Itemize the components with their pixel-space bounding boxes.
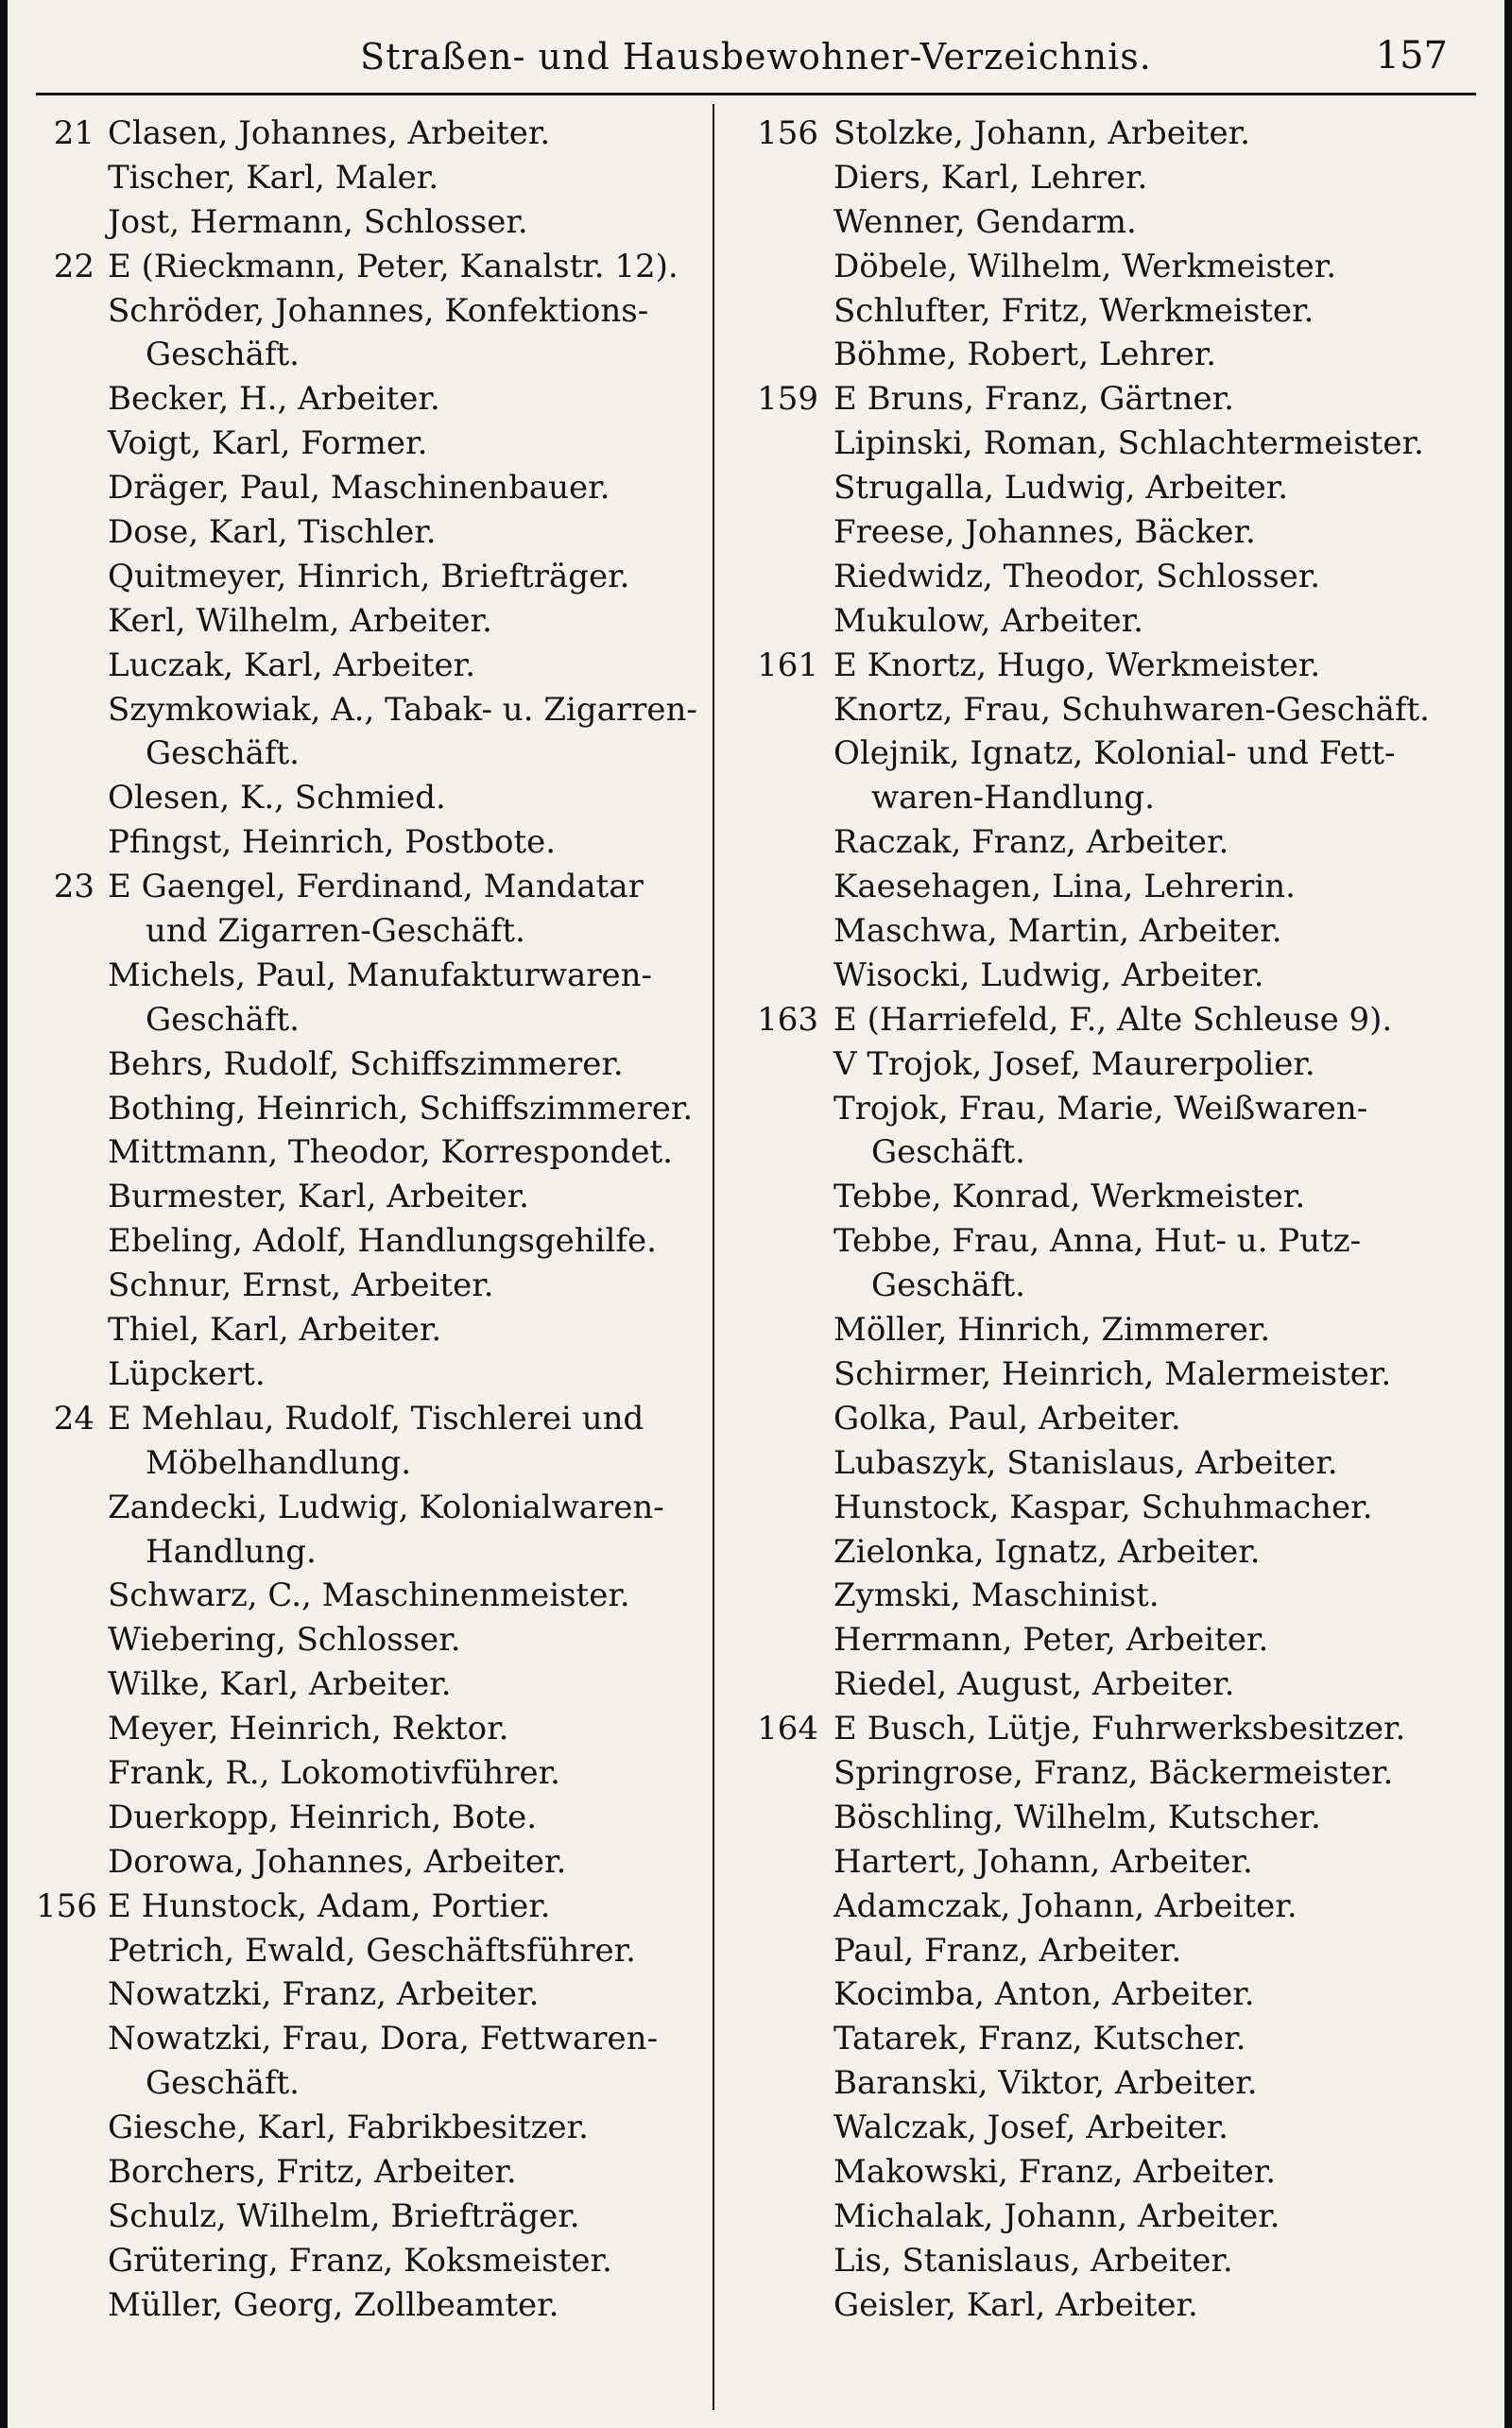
directory-entry [726, 1130, 1482, 1175]
directory-page [8, 0, 1504, 2428]
resident-text: Kocimba, Anton, Arbeiter. [833, 1975, 1255, 2014]
resident-text: Möller, Hinrich, Zimmerer. [833, 1311, 1271, 1350]
resident-text: Böschling, Wilhelm, Kutscher. [833, 1798, 1321, 1836]
resident-text: Petrich, Ewald, Geschäftsführer. [108, 1931, 636, 1970]
resident-text: Schröder, Johannes, Konfektions- [108, 291, 649, 330]
directory-entry [726, 1574, 1482, 1618]
directory-entry [36, 1441, 697, 1486]
directory-entry [726, 1662, 1482, 1707]
directory-entry [726, 998, 1482, 1042]
directory-entry [726, 1929, 1482, 1973]
resident-text: Michalak, Johann, Arbeiter. [833, 2196, 1280, 2235]
directory-entry [726, 954, 1482, 998]
resident-text: Paul, Franz, Arbeiter. [833, 1931, 1182, 1970]
directory-entry [726, 644, 1482, 688]
house-number: 159 [757, 380, 818, 419]
directory-entry [36, 289, 697, 334]
resident-text: Schirmer, Heinrich, Malermeister. [833, 1354, 1392, 1393]
directory-entry [36, 200, 697, 245]
resident-text: Szymkowiak, A., Tabak- u. Zigarren- [108, 690, 697, 729]
directory-entry [36, 1840, 697, 1885]
directory-entry [726, 1042, 1482, 1087]
directory-entry [36, 1397, 697, 1441]
directory-entry [726, 1972, 1482, 2017]
directory-entry [36, 954, 697, 998]
directory-entry [36, 644, 697, 688]
resident-text: Kaesehagen, Lina, Lehrerin. [833, 868, 1296, 906]
resident-text: Raczak, Franz, Arbeiter. [833, 823, 1229, 862]
resident-text: Becker, H., Arbeiter. [108, 380, 440, 419]
directory-entry [36, 1530, 697, 1575]
resident-text: Grütering, Franz, Koksmeister. [108, 2241, 612, 2280]
resident-text: Frank, R., Lokomotivführer. [108, 1753, 560, 1792]
directory-entry [726, 1352, 1482, 1397]
resident-text: Geschäft. [146, 734, 300, 773]
directory-entry [36, 2195, 697, 2239]
directory-entry [36, 1929, 697, 1973]
directory-entry [726, 2239, 1482, 2283]
resident-text: Lis, Stanislaus, Arbeiter. [833, 2241, 1233, 2280]
resident-text: Riedel, August, Arbeiter. [833, 1665, 1235, 1704]
directory-entry [726, 1397, 1482, 1441]
directory-entry [36, 1618, 697, 1662]
resident-text: Borchers, Fritz, Arbeiter. [108, 2152, 517, 2191]
house-number: 21 [53, 114, 94, 152]
resident-text: E Hunstock, Adam, Portier. [108, 1886, 551, 1925]
directory-entry [36, 998, 697, 1042]
resident-text: Zielonka, Ignatz, Arbeiter. [833, 1532, 1261, 1571]
resident-text: Olesen, K., Schmied. [108, 779, 446, 818]
resident-text: Tatarek, Franz, Kutscher. [833, 2020, 1246, 2058]
directory-entry [726, 333, 1482, 377]
directory-entry [726, 156, 1482, 200]
resident-text: E Knortz, Hugo, Werkmeister. [833, 646, 1321, 684]
resident-text: Böhme, Robert, Lehrer. [833, 336, 1217, 374]
resident-text: Dorowa, Johannes, Arbeiter. [108, 1842, 567, 1881]
directory-entry [726, 510, 1482, 555]
resident-text: Jost, Hermann, Schlosser. [108, 202, 528, 241]
resident-text: Bothing, Heinrich, Schiffszimmerer. [108, 1089, 694, 1128]
house-number: 164 [757, 1710, 818, 1748]
resident-text: Strugalla, Ludwig, Arbeiter. [833, 469, 1289, 508]
resident-text: Geschäft. [871, 1266, 1025, 1305]
directory-entry [726, 688, 1482, 732]
resident-text: Geschäft. [146, 336, 300, 374]
resident-text: Müller, Georg, Zollbeamter. [108, 2285, 559, 2324]
directory-entry [36, 1219, 697, 1264]
directory-entry [726, 200, 1482, 245]
house-number: 23 [53, 868, 94, 906]
resident-text: Luczak, Karl, Arbeiter. [108, 646, 476, 684]
resident-text: Riedwidz, Theodor, Schlosser. [833, 557, 1321, 595]
resident-text: Schnur, Ernst, Arbeiter. [108, 1266, 494, 1305]
resident-text: E Bruns, Franz, Gärtner. [833, 380, 1234, 419]
directory-entry [726, 2283, 1482, 2328]
directory-entry [36, 1087, 697, 1131]
right-column [726, 112, 1482, 2328]
directory-entry [726, 1840, 1482, 1885]
resident-text: Geschäft. [871, 1133, 1025, 1172]
directory-entry [36, 466, 697, 510]
directory-entry [36, 2239, 697, 2283]
directory-entry [726, 1087, 1482, 1131]
directory-entry [726, 2017, 1482, 2061]
directory-entry [726, 1219, 1482, 1264]
resident-text: Burmester, Karl, Arbeiter. [108, 1178, 529, 1216]
resident-text: Handlung. [146, 1532, 317, 1571]
resident-text: Wilke, Karl, Arbeiter. [108, 1665, 452, 1704]
directory-entry [36, 776, 697, 820]
directory-entry [36, 1751, 697, 1796]
resident-text: Hunstock, Kaspar, Schuhmacher. [833, 1488, 1373, 1526]
resident-text: Zandecki, Ludwig, Kolonialwaren- [108, 1488, 664, 1526]
directory-entry [726, 2195, 1482, 2239]
directory-entry [36, 1574, 697, 1618]
resident-text: Freese, Johannes, Bäcker. [833, 513, 1256, 552]
directory-entry [36, 422, 697, 466]
resident-text: Hartert, Johann, Arbeiter. [833, 1842, 1253, 1881]
house-number: 156 [757, 114, 818, 152]
directory-entry [726, 1264, 1482, 1308]
directory-entry [726, 466, 1482, 510]
resident-text: Schlufter, Fritz, Werkmeister. [833, 291, 1314, 330]
resident-text: E (Harriefeld, F., Alte Schleuse 9). [833, 1000, 1393, 1039]
directory-entry [726, 1441, 1482, 1486]
directory-entry [726, 112, 1482, 156]
resident-text: Wiebering, Schlosser. [108, 1621, 461, 1660]
directory-entry [36, 555, 697, 599]
directory-entry [726, 2106, 1482, 2150]
resident-text: Kerl, Wilhelm, Arbeiter. [108, 601, 492, 640]
directory-entry [726, 1308, 1482, 1352]
resident-text: Tebbe, Konrad, Werkmeister. [833, 1178, 1306, 1216]
directory-entry [726, 820, 1482, 865]
resident-text: Nowatzki, Franz, Arbeiter. [108, 1975, 540, 2014]
running-title: Straßen- und Hausbewohner-Verzeichnis. [360, 36, 1152, 77]
resident-text: Behrs, Rudolf, Schiffszimmerer. [108, 1044, 624, 1083]
resident-text: Lüpckert. [108, 1354, 266, 1393]
resident-text: Golka, Paul, Arbeiter. [833, 1399, 1181, 1438]
page-number: 157 [1375, 34, 1448, 77]
resident-text: E Busch, Lütje, Fuhrwerksbesitzer. [833, 1710, 1406, 1748]
resident-text: Schulz, Wilhelm, Briefträger. [108, 2196, 580, 2235]
directory-entry [726, 1796, 1482, 1840]
resident-text: Mittmann, Theodor, Korrespondet. [108, 1133, 673, 1172]
resident-text: Thiel, Karl, Arbeiter. [108, 1311, 442, 1350]
directory-entry [726, 377, 1482, 422]
directory-entry [36, 865, 697, 909]
resident-text: Meyer, Heinrich, Rektor. [108, 1710, 509, 1748]
resident-text: Zymski, Maschinist. [833, 1576, 1160, 1615]
directory-entry [726, 1885, 1482, 1929]
resident-text: waren-Handlung. [871, 779, 1155, 818]
resident-text: Tebbe, Frau, Anna, Hut- u. Putz- [833, 1222, 1362, 1261]
resident-text: Herrmann, Peter, Arbeiter. [833, 1621, 1269, 1660]
directory-entry [726, 865, 1482, 909]
directory-entry [36, 1662, 697, 1707]
directory-entry [726, 2061, 1482, 2106]
resident-text: Quitmeyer, Hinrich, Briefträger. [108, 557, 630, 595]
resident-text: und Zigarren-Geschäft. [146, 912, 525, 951]
directory-entry [726, 2150, 1482, 2195]
directory-entry [36, 1308, 697, 1352]
directory-entry [726, 1530, 1482, 1575]
resident-text: Mukulow, Arbeiter. [833, 601, 1143, 640]
directory-entry [36, 156, 697, 200]
directory-entry [726, 289, 1482, 334]
directory-entry [726, 1707, 1482, 1751]
left-column [36, 112, 697, 2328]
directory-entry [726, 1486, 1482, 1530]
directory-entry [726, 599, 1482, 644]
house-number: 24 [53, 1399, 94, 1438]
resident-text: Walczak, Josef, Arbeiter. [833, 2109, 1228, 2147]
resident-text: Tischer, Karl, Maler. [108, 158, 439, 197]
resident-text: Nowatzki, Frau, Dora, Fettwaren- [108, 2020, 659, 2058]
directory-entry [36, 1796, 697, 1840]
resident-text: Stolzke, Johann, Arbeiter. [833, 114, 1250, 152]
directory-entry [36, 245, 697, 289]
directory-entry [726, 776, 1482, 820]
directory-entry [36, 1130, 697, 1175]
header-rule [36, 93, 1476, 95]
directory-entry [36, 732, 697, 776]
resident-text: Trojok, Frau, Marie, Weißwaren- [833, 1089, 1368, 1128]
directory-entry [726, 245, 1482, 289]
resident-text: Adamczak, Johann, Arbeiter. [833, 1886, 1297, 1925]
resident-text: Pfingst, Heinrich, Postbote. [108, 823, 557, 862]
resident-text: Maschwa, Martin, Arbeiter. [833, 912, 1282, 951]
directory-entry [36, 1486, 697, 1530]
resident-text: Duerkopp, Heinrich, Bote. [108, 1798, 538, 1836]
resident-text: Baranski, Viktor, Arbeiter. [833, 2064, 1258, 2103]
directory-entry [36, 599, 697, 644]
directory-entry [36, 2150, 697, 2195]
resident-text: Möbelhandlung. [146, 1443, 412, 1482]
directory-entry [726, 1751, 1482, 1796]
directory-entry [726, 909, 1482, 954]
resident-text: Voigt, Karl, Former. [108, 424, 428, 463]
directory-entry [726, 555, 1482, 599]
directory-entry [36, 1352, 697, 1397]
directory-entry [36, 909, 697, 954]
resident-text: Geschäft. [146, 1000, 300, 1039]
resident-text: Diers, Karl, Lehrer. [833, 158, 1148, 197]
resident-text: Schwarz, C., Maschinenmeister. [108, 1576, 630, 1615]
directory-entry [36, 2283, 697, 2328]
resident-text: Clasen, Johannes, Arbeiter. [108, 114, 551, 152]
resident-text: Michels, Paul, Manufakturwaren- [108, 956, 652, 994]
directory-entry [36, 2017, 697, 2061]
resident-text: Wisocki, Ludwig, Arbeiter. [833, 956, 1264, 994]
directory-entry [36, 1042, 697, 1087]
resident-text: E Gaengel, Ferdinand, Mandatar [108, 868, 644, 906]
resident-text: Dose, Karl, Tischler. [108, 513, 437, 552]
house-number: 22 [53, 247, 94, 285]
house-number: 156 [36, 1886, 97, 1925]
directory-entry [36, 2061, 697, 2106]
resident-text: Döbele, Wilhelm, Werkmeister. [833, 247, 1337, 285]
directory-entry [36, 1885, 697, 1929]
resident-text: E Mehlau, Rudolf, Tischlerei und [108, 1399, 644, 1438]
resident-text: Springrose, Franz, Bäckermeister. [833, 1753, 1394, 1792]
resident-text: Dräger, Paul, Maschinenbauer. [108, 469, 610, 508]
column-divider [713, 104, 714, 2410]
resident-text: Geisler, Karl, Arbeiter. [833, 2285, 1198, 2324]
directory-entry [36, 2106, 697, 2150]
directory-entry [36, 377, 697, 422]
directory-entry [36, 1707, 697, 1751]
resident-text: E (Rieckmann, Peter, Kanalstr. 12). [108, 247, 679, 285]
resident-text: Ebeling, Adolf, Handlungsgehilfe. [108, 1222, 657, 1261]
resident-text: Wenner, Gendarm. [833, 202, 1137, 241]
directory-entry [36, 1175, 697, 1219]
page-header [45, 30, 1467, 87]
resident-text: V Trojok, Josef, Maurerpolier. [833, 1044, 1315, 1083]
house-number: 163 [757, 1000, 818, 1039]
directory-entry [36, 510, 697, 555]
resident-text: Olejnik, Ignatz, Kolonial- und Fett- [833, 734, 1396, 773]
directory-entry [726, 1175, 1482, 1219]
resident-text: Lubaszyk, Stanislaus, Arbeiter. [833, 1443, 1338, 1482]
resident-text: Lipinski, Roman, Schlachtermeister. [833, 424, 1424, 463]
resident-text: Geschäft. [146, 2064, 300, 2103]
resident-text: Makowski, Franz, Arbeiter. [833, 2152, 1277, 2191]
directory-entry [36, 1264, 697, 1308]
directory-entry [36, 820, 697, 865]
directory-entry [36, 112, 697, 156]
directory-entry [726, 422, 1482, 466]
resident-text: Giesche, Karl, Fabrikbesitzer. [108, 2109, 589, 2147]
resident-text: Knortz, Frau, Schuhwaren-Geschäft. [833, 690, 1430, 729]
directory-entry [726, 732, 1482, 776]
directory-entry [726, 1618, 1482, 1662]
directory-entry [36, 333, 697, 377]
house-number: 161 [757, 646, 818, 684]
directory-entry [36, 688, 697, 732]
directory-entry [36, 1972, 697, 2017]
